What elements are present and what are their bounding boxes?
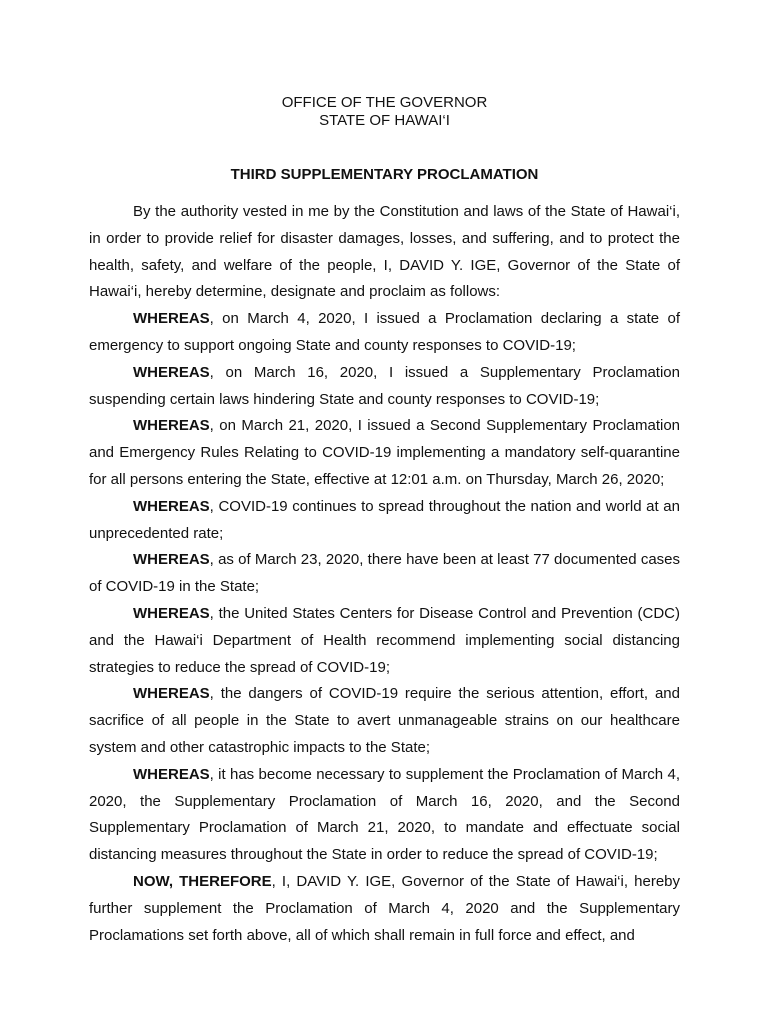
paragraph-text: By the authority vested in me by the Constitution and laws of the State of Hawai‘i, in order to provide relief for disaster damages, losses, and suffering, and to protect the health, safety, and welfare of the people, I, DAVID Y. IGE, Governor of the State of Hawai‘i, hereby determine, designate and proclaim as follows: <box>89 203 680 301</box>
paragraph-whereas-1 <box>89 306 680 360</box>
paragraph-lead: WHEREAS <box>133 765 210 783</box>
paragraph-lead: WHEREAS <box>133 497 210 515</box>
paragraph-lead: WHEREAS <box>133 310 210 328</box>
paragraph-text: , COVID-19 continues to spread throughout the nation and world at an unprecedented rate; <box>89 497 680 542</box>
state-name: STATE OF HAWAI‘I <box>319 112 450 129</box>
paragraph-whereas-3 <box>89 413 680 493</box>
paragraph-text: , the United States Centers for Disease Control and Prevention (CDC) and the Hawai‘i Department of Health recommend implementing social distancing strategies to reduce the spread of COVID-19; <box>89 604 680 676</box>
paragraph-whereas-6 <box>89 601 680 681</box>
document-title: THIRD SUPPLEMENTARY PROCLAMATION <box>230 166 539 183</box>
paragraph-lead: WHEREAS <box>133 363 210 381</box>
paragraph-text: , on March 16, 2020, I issued a Supplementary Proclamation suspending certain laws hindering State and county responses to COVID-19; <box>89 363 680 408</box>
paragraph-text: , it has become necessary to supplement the Proclamation of March 4, 2020, the Supplementary Proclamation of March 16, 2020, and the Second Supplementary Proclamation of March 21, 2020, to mandate and effectuate social distancing measures throughout the State in order to reduce the spread of COVID-19; <box>89 765 680 864</box>
paragraph-authority <box>89 199 680 306</box>
paragraph-text: , on March 21, 2020, I issued a Second Supplementary Proclamation and Emergency Rules Relating to COVID-19 implementing a mandatory self-quarantine for all persons entering the State, effective at 12:01 a.m. on Thursday, March 26, 2020; <box>89 417 680 488</box>
paragraph-whereas-7 <box>89 681 680 761</box>
paragraph-text: , as of March 23, 2020, there have been at least 77 documented cases of COVID-19 in the State; <box>89 551 680 596</box>
paragraph-lead: WHEREAS <box>133 551 210 569</box>
paragraph-lead: WHEREAS <box>133 685 210 703</box>
paragraph-now-therefore <box>89 869 680 949</box>
document-body <box>89 199 680 949</box>
paragraph-text: , I, DAVID Y. IGE, Governor of the State of Hawai‘i, hereby further supplement the Proclamation of March 4, 2020 and the Supplementary Proclamations set forth above, all of which shall remain in full force and effect, and <box>89 872 681 944</box>
office-name: OFFICE OF THE GOVERNOR <box>281 94 488 111</box>
paragraph-lead: WHEREAS <box>133 604 210 622</box>
paragraph-whereas-8 <box>89 762 680 869</box>
paragraph-text: , the dangers of COVID-19 require the serious attention, effort, and sacrifice of all people in the State to avert unmanageable strains on our healthcare system and other catastrophic impacts to the State; <box>89 685 680 756</box>
paragraph-whereas-2 <box>89 360 680 414</box>
paragraph-lead: NOW, THEREFORE <box>133 872 272 890</box>
paragraph-whereas-5 <box>89 547 680 601</box>
paragraph-text: , on March 4, 2020, I issued a Proclamation declaring a state of emergency to support ongoing State and county responses to COVID-19; <box>89 310 680 354</box>
letterhead <box>89 94 680 130</box>
paragraph-lead: WHEREAS <box>133 417 210 435</box>
paragraph-whereas-4 <box>89 494 680 548</box>
